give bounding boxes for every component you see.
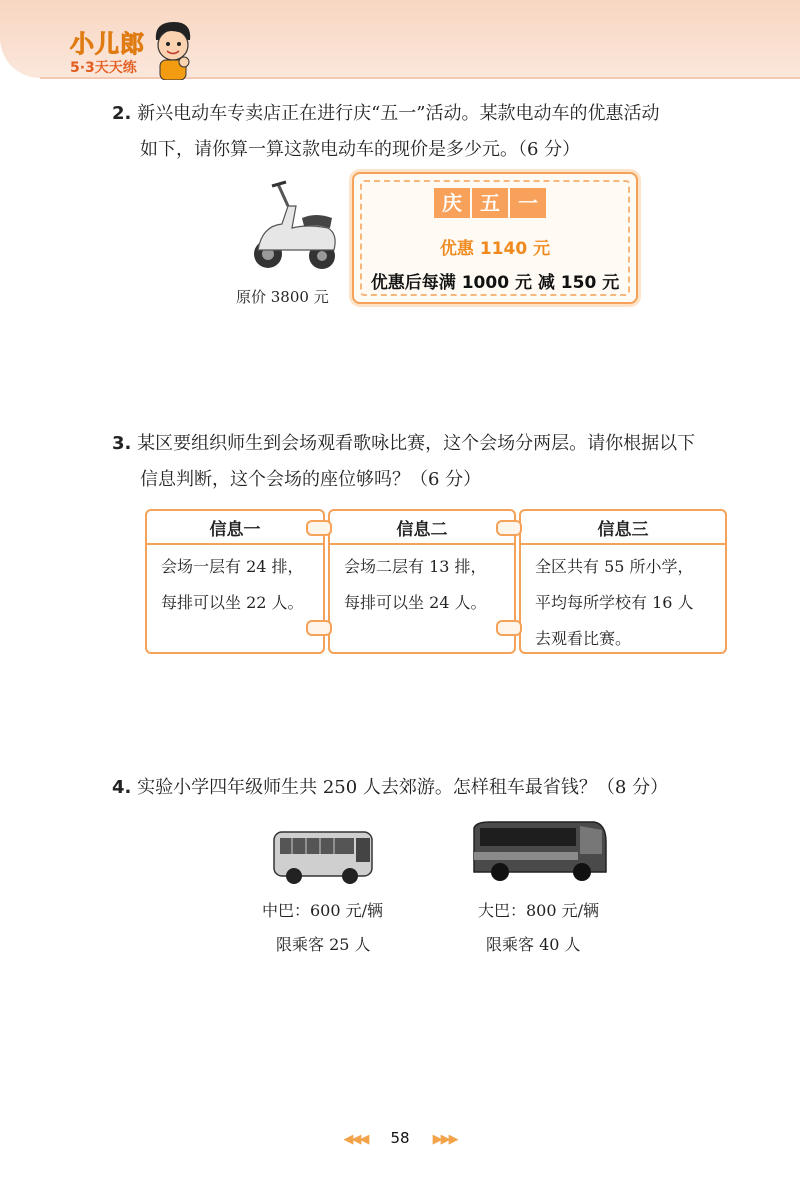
large-bus-image [470, 818, 608, 884]
promo-title-char: 一 [510, 188, 546, 218]
minibus-capacity: 限乘客 25 人 [276, 935, 371, 954]
promo-title [434, 188, 546, 218]
info-card-body [535, 549, 694, 657]
promo-title-char: 庆 [434, 188, 470, 218]
right-arrows-icon: ▶▶▶ [432, 1132, 457, 1147]
q2-price-caption: 原价 3800 元 [236, 288, 329, 306]
info-card-divider [330, 543, 514, 545]
promo-discount: 优惠 1140 元 [439, 239, 551, 259]
info-card-body [161, 549, 304, 621]
q4-number: 4. [112, 777, 132, 798]
q3-number: 3. [112, 433, 132, 454]
page-footer [0, 1128, 800, 1147]
card-binder-clip [306, 620, 332, 636]
info-card-body [344, 549, 487, 621]
card-binder-clip [496, 520, 522, 536]
info-card-line: 全区共有 55 所小学， [535, 557, 694, 576]
q2-line2: 如下，请你算一算这款电动车的现价是多少元。（6 分） [140, 139, 581, 160]
q2-number: 2. [112, 103, 132, 124]
left-arrows-icon: ◀◀◀ [343, 1132, 368, 1147]
promo-card [352, 172, 638, 304]
info-card-line: 平均每所学校有 16 人 [535, 593, 694, 612]
mascot-boy-illustration [150, 18, 196, 80]
q3-text [112, 426, 695, 462]
info-card-line: 会场一层有 24 排， [161, 557, 304, 576]
brand-logo [70, 24, 145, 77]
brand-subtitle: 5·3天天练 [70, 60, 137, 76]
q2-line1: 新兴电动车专卖店正在进行庆“五一”活动。某款电动车的优惠活动 [137, 103, 660, 124]
minibus-image [272, 826, 376, 888]
page-number: 58 [390, 1129, 410, 1147]
info-card-line: 去观看比赛。 [535, 629, 632, 648]
card-binder-clip [306, 520, 332, 536]
promo-title-char: 五 [472, 188, 508, 218]
info-card-divider [521, 543, 725, 545]
info-card-divider [147, 543, 323, 545]
promo-rule: 优惠后每满 1000 元 减 150 元 [370, 273, 620, 293]
large-bus-price: 大巴：800 元/辆 [478, 901, 600, 920]
info-card-line: 会场二层有 13 排， [344, 557, 487, 576]
q3-line1: 某区要组织师生到会场观看歌咏比赛，这个会场分两层。请你根据以下 [137, 433, 696, 454]
minibus-price: 中巴：600 元/辆 [262, 901, 384, 920]
q3-line2: 信息判断，这个会场的座位够吗？（6 分） [140, 469, 482, 490]
info-card-2 [328, 509, 516, 654]
large-bus-capacity: 限乘客 40 人 [486, 935, 581, 954]
q4-line1: 实验小学四年级师生共 250 人去郊游。怎样租车最省钱？（8 分） [137, 777, 669, 798]
info-card-1 [145, 509, 325, 654]
info-card-line: 每排可以坐 22 人。 [161, 593, 304, 612]
card-binder-clip [496, 620, 522, 636]
info-card-line: 每排可以坐 24 人。 [344, 593, 487, 612]
info-card-title: 信息三 [597, 520, 649, 540]
info-card-title: 信息二 [396, 520, 448, 540]
info-card-title: 信息一 [209, 520, 261, 540]
info-card-3 [519, 509, 727, 654]
electric-scooter-image [248, 178, 340, 274]
brand-title: 小儿郎 [70, 30, 145, 58]
q2-text [112, 96, 660, 132]
q4-text [112, 770, 668, 806]
